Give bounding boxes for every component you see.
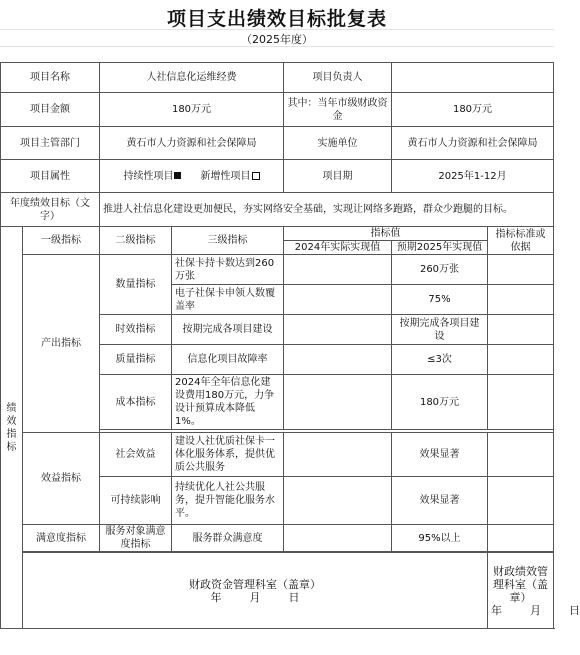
c1-expected: 180万元	[392, 375, 488, 430]
subtitle-divider	[0, 46, 554, 47]
dept-label: 项目主管部门	[1, 127, 100, 160]
impl-label: 实施单位	[284, 127, 392, 160]
col-level1: 一级指标	[23, 227, 100, 255]
goal-text: 推进人社信息化建设更加便民，夯实网络安全基础，实现让网络多跑路，群众少跑腿的目标。	[100, 193, 554, 227]
t1-actual	[284, 315, 392, 345]
sustain-indicator-label: 可持续影响	[100, 477, 172, 525]
c1-basis	[488, 375, 554, 430]
approval-table	[0, 62, 580, 629]
fund-value: 180万元	[392, 93, 554, 127]
c1-name: 2024年全年信息化建设费用180万元，力争设计预算成本降低1%。	[172, 375, 284, 430]
t1-name: 按期完成各项目建设	[172, 315, 284, 345]
period-label: 项目期	[284, 160, 392, 193]
s1-name: 建设人社优质社保卡一体化服务体系，提供优质公共服务	[172, 433, 284, 477]
ql1-expected: ≤3次	[392, 345, 488, 375]
attr-continuing: 持续性项目	[123, 170, 174, 182]
left-office-label: 财政资金管理科室（盖章）	[189, 577, 321, 591]
owner-label: 项目负责人	[284, 63, 392, 93]
page-title: 项目支出绩效目标批复表	[166, 8, 387, 30]
owner-value	[392, 63, 554, 93]
q1-actual	[284, 255, 392, 285]
col-basis: 指标标准或依据	[488, 227, 554, 255]
sa1-actual	[284, 525, 392, 552]
amount-value: 180万元	[100, 93, 284, 127]
goal-label: 年度绩效目标（文字）	[1, 193, 100, 227]
output-indicator-label: 产出指标	[23, 255, 100, 433]
sa1-basis	[488, 525, 554, 552]
col-level2: 二级指标	[100, 227, 172, 255]
title-divider	[0, 29, 554, 30]
col-actual-2024: 2024年实际实现值	[284, 241, 392, 255]
attr-value	[100, 160, 284, 193]
su1-expected: 效果显著	[392, 477, 488, 525]
project-name-label: 项目名称	[1, 63, 100, 93]
su1-basis	[488, 477, 554, 525]
col-value: 指标值	[284, 227, 488, 241]
amount-label: 项目金额	[1, 93, 100, 127]
attr-new: 新增性项目	[200, 170, 251, 182]
project-name-value: 人社信息化运维经费	[100, 63, 284, 93]
quality-indicator-label: 质量指标	[100, 345, 172, 375]
s1-actual	[284, 433, 392, 477]
satisfaction-indicator-label: 满意度指标	[23, 525, 100, 552]
ql1-actual	[284, 345, 392, 375]
cost-indicator-label: 成本指标	[100, 375, 172, 430]
impl-value: 黄石市人力资源和社会保障局	[392, 127, 554, 160]
period-value: 2025年1-12月	[392, 160, 554, 193]
checked-box-icon	[174, 172, 181, 179]
q1-basis	[488, 255, 554, 285]
q2-expected: 75%	[392, 285, 488, 315]
col-expected-2025: 预期2025年实现值	[392, 241, 488, 255]
left-date-line: 年 月 日	[210, 590, 300, 604]
right-date-line: 年 月 日	[491, 603, 580, 617]
satisfaction-sub-label: 服务对象满意度指标	[100, 525, 172, 552]
ql1-basis	[488, 345, 554, 375]
finance-fund-office-signature	[23, 553, 488, 629]
q2-actual	[284, 285, 392, 315]
benefit-indicator-label: 效益指标	[23, 433, 100, 525]
t1-basis	[488, 315, 554, 345]
q2-basis	[488, 285, 554, 315]
quantity-indicator-label: 数量指标	[100, 255, 172, 315]
s1-basis	[488, 433, 554, 477]
indicator-section-label: 绩 效 指 标	[1, 227, 23, 629]
time-indicator-label: 时效指标	[100, 315, 172, 345]
performance-office-signature	[488, 553, 580, 629]
s1-expected: 效果显著	[392, 433, 488, 477]
right-office-label: 财政绩效管理科室（盖章）	[493, 564, 548, 604]
social-indicator-label: 社会效益	[100, 433, 172, 477]
ql1-name: 信息化项目故障率	[172, 345, 284, 375]
fund-label: 其中：当年市级财政资金	[284, 93, 392, 127]
t1-expected: 按期完成各项目建设	[392, 315, 488, 345]
unchecked-box-icon	[252, 172, 260, 180]
q1-name: 社保卡持卡数达到260万张	[172, 255, 284, 285]
attr-label: 项目属性	[1, 160, 100, 193]
c1-actual	[284, 375, 392, 430]
q1-expected: 260万张	[392, 255, 488, 285]
su1-actual	[284, 477, 392, 525]
sa1-name: 服务群众满意度	[172, 525, 284, 552]
su1-name: 持续优化人社公共服务，提升智能化服务水平。	[172, 477, 284, 525]
col-level3: 三级指标	[172, 227, 284, 255]
q2-name: 电子社保卡申领人数覆盖率	[172, 285, 284, 315]
year-subtitle: （2025年度）	[241, 33, 313, 46]
dept-value: 黄石市人力资源和社会保障局	[100, 127, 284, 160]
sa1-expected: 95%以上	[392, 525, 488, 552]
